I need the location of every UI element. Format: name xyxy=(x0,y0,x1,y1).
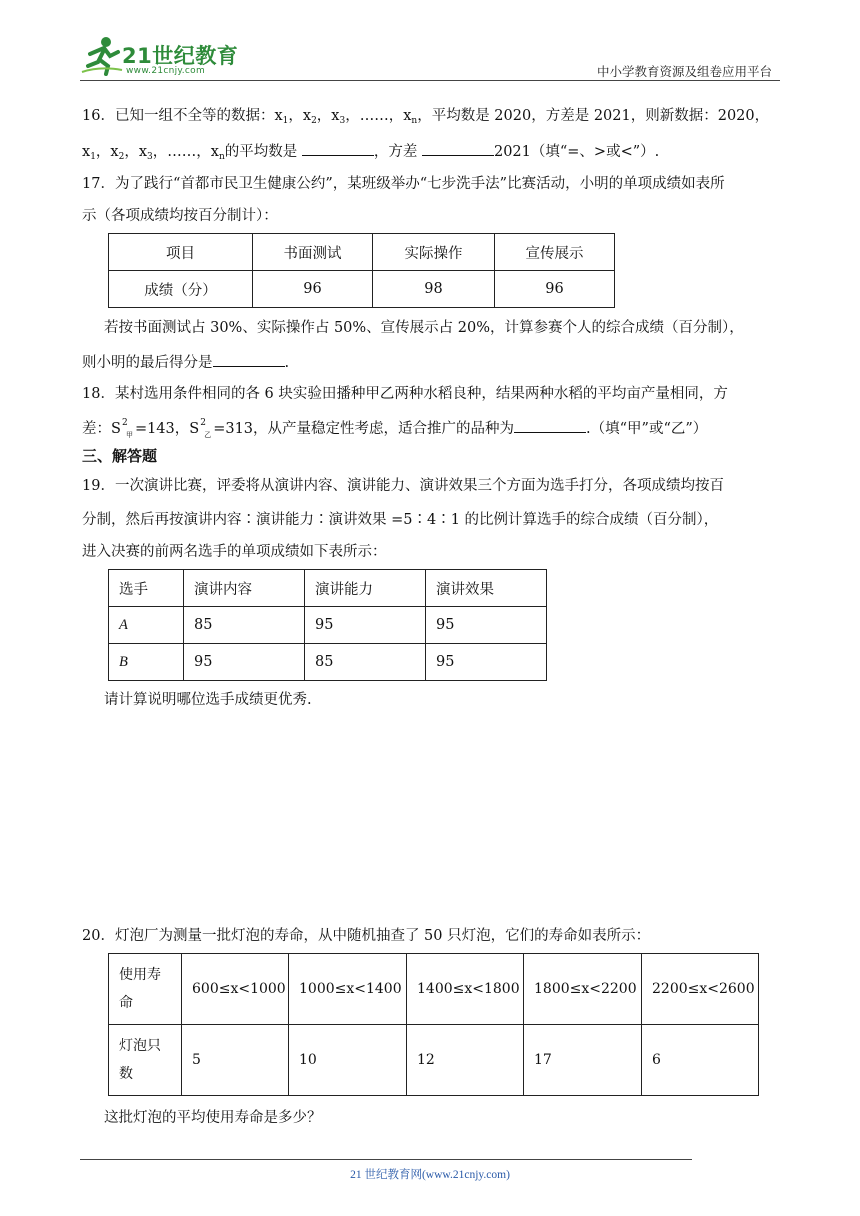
table-header-cell: 选手 xyxy=(109,570,184,607)
logo-text: 21世纪教育 xyxy=(122,44,239,68)
q17-line2: 示（各项成绩均按百分制计）： xyxy=(82,208,278,224)
q18-line1: 18．某村选用条件相同的各 6 块实验田播种甲乙两种水稻良种，结果两种水稻的平均亩产量相同，方 xyxy=(82,386,728,402)
table-header-cell: 演讲效果 xyxy=(426,570,547,607)
q19-line3: 进入决赛的前两名选手的单项成绩如下表所示： xyxy=(82,544,387,560)
q20-line2: 这批灯泡的平均使用寿命是多少？ xyxy=(104,1110,322,1126)
table-header-cell: 1400≤x<1800 xyxy=(407,954,524,1025)
table-cell: 96 xyxy=(495,271,615,308)
q18-line2: 差：S 2 甲 =143，S 2 乙 =313，从产量稳定性考虑，适合推广的品种为 .（填“甲”或“乙”） xyxy=(82,418,708,439)
table-row xyxy=(109,234,615,271)
table-cell: 95 xyxy=(305,607,426,644)
logo-runner-icon xyxy=(80,36,124,76)
q17-score-table xyxy=(108,233,615,308)
table-row xyxy=(109,1025,759,1096)
q17-line4: 则小明的最后得分是 . xyxy=(82,352,782,373)
table-header-cell: 1000≤x<1400 xyxy=(289,954,407,1025)
table-cell: 成绩（分） xyxy=(109,271,253,308)
table-cell: A xyxy=(109,607,184,644)
table-row xyxy=(109,607,547,644)
table-header-cell: 1800≤x<2200 xyxy=(524,954,642,1025)
table-row xyxy=(109,570,547,607)
q16-blank-variance[interactable] xyxy=(422,141,494,156)
table-cell: 96 xyxy=(253,271,373,308)
table-header-cell: 实际操作 xyxy=(373,234,495,271)
q19-line4: 请计算说明哪位选手成绩更优秀. xyxy=(104,692,312,708)
q16-line1: 16．已知一组不全等的数据：$x_1$，$x_2$，$x_3$，……，$x_n$，平均数是 2020，方差是 2021，则新数据：2020， xyxy=(82,108,770,126)
table-cell: 17 xyxy=(524,1025,642,1096)
header-tagline: 中小学教育资源及组卷应用平台 xyxy=(596,64,772,79)
table-header-cell: 宣传展示 xyxy=(495,234,615,271)
q17-line1: 17．为了践行“首都市民卫生健康公约”，某班级举办“七步洗手法”比赛活动，小明的单项成绩如表所 xyxy=(82,176,725,192)
table-cell: 5 xyxy=(182,1025,289,1096)
table-cell: 95 xyxy=(184,644,305,681)
table-cell: B xyxy=(109,644,184,681)
table-header-cell: 灯泡只 数 xyxy=(109,1025,182,1096)
table-cell: 10 xyxy=(289,1025,407,1096)
q17-line3: 若按书面测试占 30%、实际操作占 50%、宣传展示占 20%，计算参赛个人的综合成绩（百分制）， xyxy=(104,320,744,336)
table-header-cell: 项目 xyxy=(109,234,253,271)
table-cell: 12 xyxy=(407,1025,524,1096)
table-header-cell: 使用寿 命 xyxy=(109,954,182,1025)
footer-divider xyxy=(80,1159,692,1160)
q19-line1: 19．一次演讲比赛，评委将从演讲内容、演讲能力、演讲效果三个方面为选手打分，各项成绩均按百 xyxy=(82,478,724,494)
table-header-cell: 600≤x<1000 xyxy=(182,954,289,1025)
q20-lifespan-table xyxy=(108,953,759,1096)
q17-blank-score[interactable] xyxy=(213,352,285,367)
logo-url: www.21cnjy.com xyxy=(126,66,206,76)
table-cell: 6 xyxy=(642,1025,759,1096)
table-header-cell: 演讲能力 xyxy=(305,570,426,607)
table-cell: 85 xyxy=(305,644,426,681)
q20-line1: 20．灯泡厂为测量一批灯泡的寿命，从中随机抽查了 50 只灯泡，它们的寿命如表所示： xyxy=(82,928,651,944)
q19-line2: 分制，然后再按演讲内容∶演讲能力∶演讲效果 =5∶4∶1 的比例计算选手的综合成绩（百分制）， xyxy=(82,512,719,528)
q19-contestant-table xyxy=(108,569,547,681)
table-cell: 98 xyxy=(373,271,495,308)
table-row xyxy=(109,644,547,681)
table-cell: 95 xyxy=(426,644,547,681)
section-title: 三、解答题 xyxy=(82,447,158,465)
table-header-cell: 2200≤x<2600 xyxy=(642,954,759,1025)
q16-blank-mean[interactable] xyxy=(302,141,374,156)
table-cell: 85 xyxy=(184,607,305,644)
table-cell: 95 xyxy=(426,607,547,644)
table-row xyxy=(109,271,615,308)
footer-link[interactable]: 21 世纪教育网(www.21cnjy.com) xyxy=(350,1169,510,1181)
table-header-cell: 书面测试 xyxy=(253,234,373,271)
q18-blank-variety[interactable] xyxy=(514,418,586,433)
header-divider xyxy=(80,80,780,81)
table-row xyxy=(109,954,759,1025)
table-header-cell: 演讲内容 xyxy=(184,570,305,607)
q16-line2: $x_1$，$x_2$，$x_3$，……，$x_n$的平均数是 ，方差 2021（填“=、>或<”）. xyxy=(82,141,782,167)
